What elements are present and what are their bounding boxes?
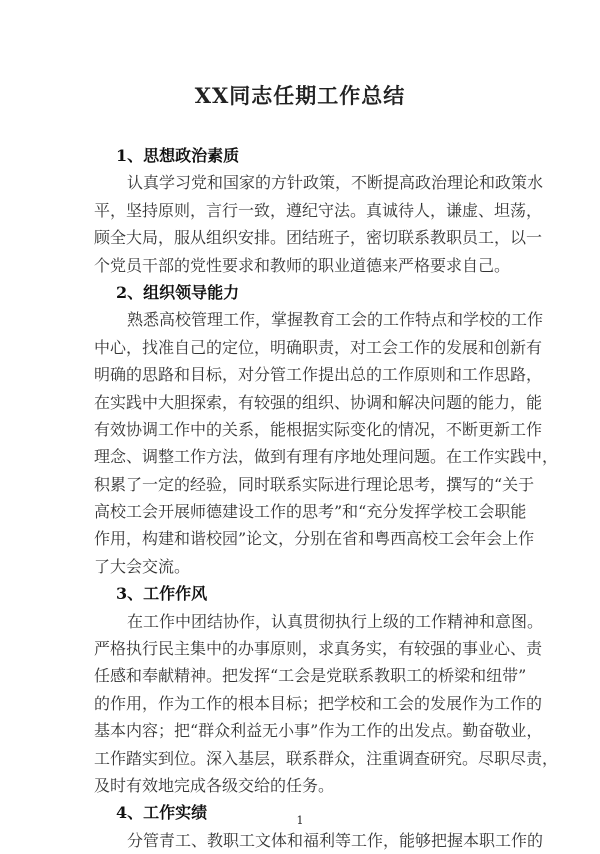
section-heading: 2、组织领导能力 — [116, 282, 240, 302]
paragraph-line: 工作踏实到位。深入基层，联系群众，注重调查研究。尽职尽责， — [94, 748, 559, 768]
paragraph-line: 任感和奉献精神。把发挥“工会是党联系教职工的桥梁和纽带” — [94, 666, 527, 686]
paragraph-line: 明确的思路和目标，对分管工作提出总的工作原则和工作思路， — [94, 365, 543, 385]
paragraph-line: 在工作中团结协作，认真贯彻执行上级的工作精神和意图。 — [127, 611, 544, 631]
paragraph-line: 个党员干部的党性要求和教师的职业道德来严格要求自己。 — [94, 255, 511, 275]
paragraph-line: 平，坚持原则，言行一致，遵纪守法。真诚待人，谦虚、坦荡， — [94, 200, 543, 220]
paragraph-line: 熟悉高校管理工作，掌握教育工会的工作特点和学校的工作 — [127, 310, 544, 330]
paragraph-line: 理念、调整工作方法，做到有理有序地处理问题。在工作实践中， — [94, 447, 559, 467]
paragraph-line: 基本内容；把“群众利益无小事”作为工作的出发点。勤奋敬业， — [94, 721, 543, 741]
paragraph-line: 严格执行民主集中的办事原则，求真务实，有较强的事业心、责 — [94, 639, 543, 659]
paragraph-line: 了大会交流。 — [94, 556, 191, 576]
section-heading: 3、工作作风 — [116, 584, 208, 604]
paragraph-line: 顾全大局，服从组织安排。团结班子，密切联系教职员工，以一 — [94, 228, 543, 248]
document-title: XX同志任期工作总结 — [194, 83, 406, 108]
paragraph-line: 及时有效地完成各级交给的任务。 — [94, 775, 335, 795]
page-number: 1 — [296, 814, 304, 827]
section-heading: 4、工作实绩 — [116, 803, 208, 823]
paragraph-line: 分管青工、教职工文体和福利等工作，能够把握本职工作的 — [127, 830, 544, 850]
paragraph-line: 的作用，作为工作的根本目标；把学校和工会的发展作为工作的 — [94, 693, 543, 713]
paragraph-line: 在实践中大胆探索，有较强的组织、协调和解决问题的能力，能 — [94, 392, 543, 412]
section-heading: 1、思想政治素质 — [116, 146, 240, 165]
paragraph-line: 认真学习党和国家的方针政策，不断提高政治理论和政策水 — [127, 173, 544, 193]
paragraph-line: 高校工会开展师德建设工作的思考”和“充分发挥学校工会职能 — [94, 502, 527, 522]
paragraph-line: 有效协调工作中的关系，能根据实际变化的情况，不断更新工作 — [94, 419, 543, 439]
paragraph-line: 中心，找准自己的定位，明确职责，对工会工作的发展和创新有 — [94, 337, 543, 357]
paragraph-line: 积累了一定的经验，同时联系实际进行理论思考，撰写的“关于 — [94, 474, 535, 494]
paragraph-line: 作用，构建和谐校园”论文，分别在省和粤西高校工会年会上作 — [94, 529, 535, 549]
document-body — [94, 142, 559, 854]
